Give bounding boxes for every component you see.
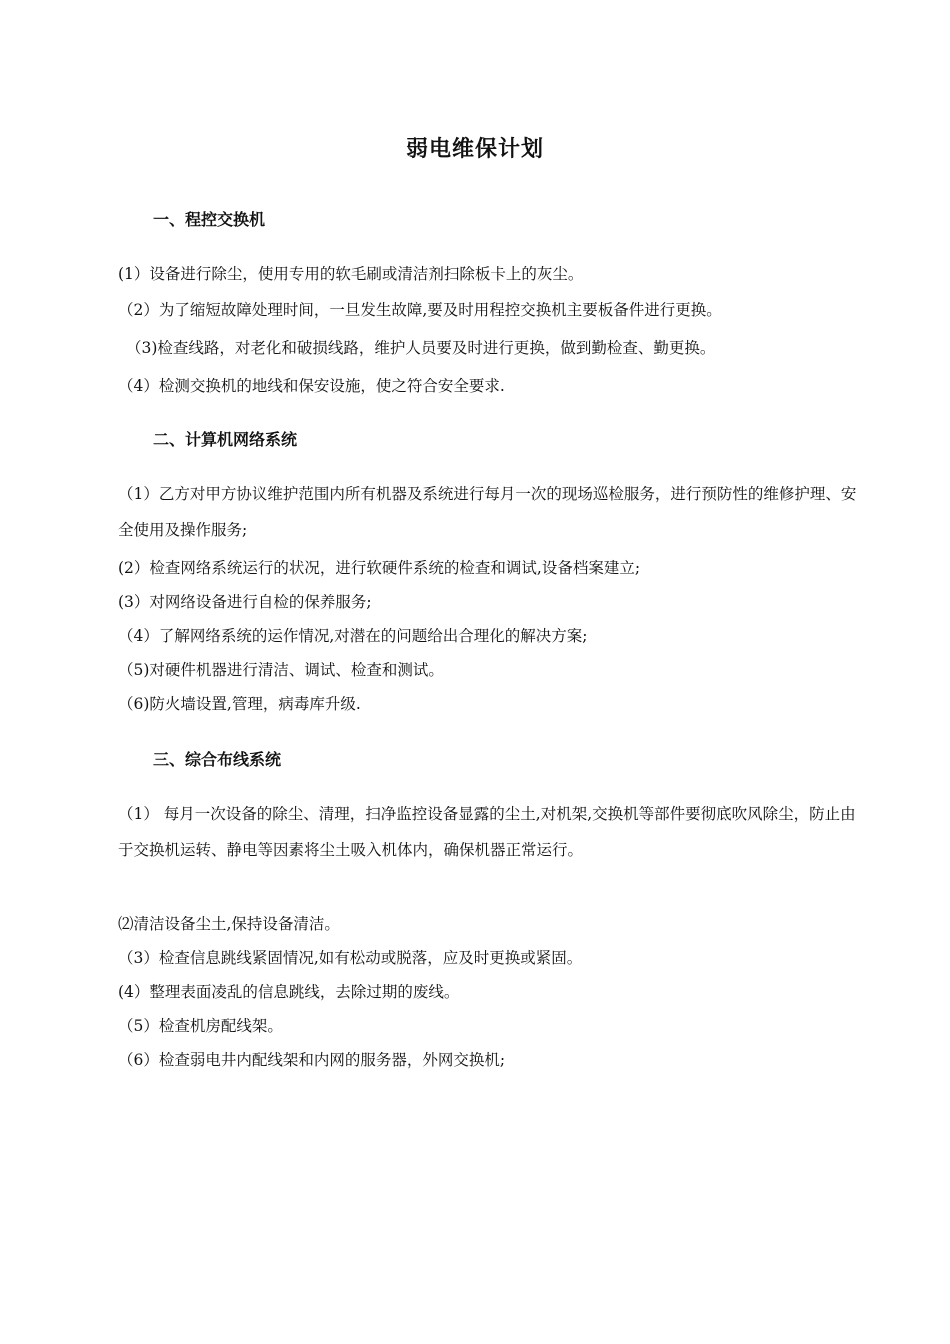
list-item: (2）检查网络系统运行的状况，进行软硬件系统的检查和调试,设备档案建立;: [118, 559, 641, 577]
list-item: (3）对网络设备进行自检的保养服务;: [118, 593, 372, 611]
list-item: （4）检测交换机的地线和保安设施，使之符合安全要求.: [118, 377, 505, 395]
document-title: 弱电维保计划: [405, 137, 544, 162]
list-item: （2）为了缩短故障处理时间，一旦发生故障,要及时用程控交换机主要板备件进行更换。: [118, 301, 722, 319]
section-heading-cabling: 三、综合布线系统: [153, 750, 282, 769]
list-item: （1） 每月一次设备的除尘、清理，扫净监控设备显露的尘土,对机架,交换机等部件要彻底吹风除尘，防止由于交换机运转、静电等因素将尘土吸入机体内，确保机器正常运行。: [118, 805, 856, 859]
list-item: （1）乙方对甲方协议维护范围内所有机器及系统进行每月一次的现场巡检服务，进行预防性的维修护理、安全使用及操作服务;: [118, 485, 857, 539]
list-item: （3)检查线路，对老化和破损线路，维护人员要及时进行更换，做到勤检查、勤更换。: [126, 339, 716, 357]
list-item: （6)防火墙设置,管理，病毒库升级.: [118, 695, 361, 713]
list-item: （3）检查信息跳线紧固情况,如有松动或脱落，应及时更换或紧固。: [118, 949, 583, 967]
list-item: （5）检查机房配线架。: [118, 1017, 283, 1035]
list-item: (1）设备进行除尘，使用专用的软毛刷或清洁剂扫除板卡上的灰尘。: [118, 265, 584, 283]
list-item: (4）整理表面凌乱的信息跳线，去除过期的废线。: [118, 983, 460, 1001]
list-item: ⑵清洁设备尘土,保持设备清洁。: [118, 915, 340, 933]
list-item: （5)对硬件机器进行清洁、调试、检查和测试。: [118, 661, 444, 679]
section-heading-switchboard: 一、程控交换机: [153, 210, 266, 229]
section-heading-network: 二、计算机网络系统: [153, 430, 298, 449]
list-item: （6）检查弱电井内配线架和内网的服务器，外网交换机;: [118, 1051, 506, 1069]
list-item: （4）了解网络系统的运作情况,对潜在的问题给出合理化的解决方案;: [118, 627, 588, 645]
